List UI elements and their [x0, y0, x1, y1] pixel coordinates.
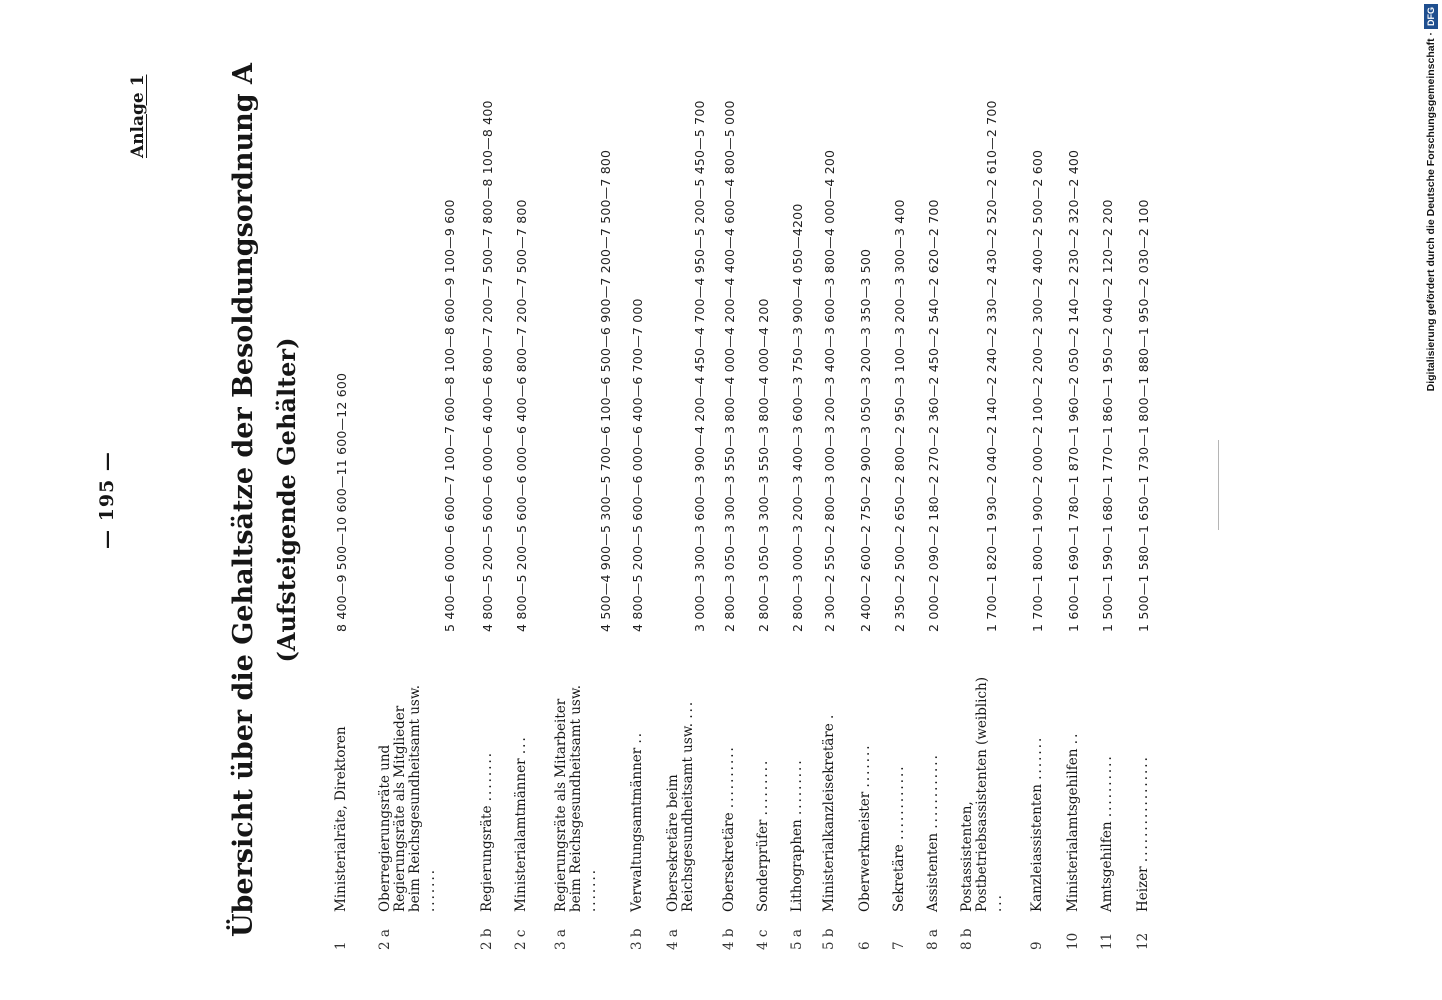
row-values: 2 000—2 090—2 180—2 270—2 360—2 450—2 540—2 620—2 700 — [926, 199, 941, 632]
row-values: 1 500—1 590—1 680—1 770—1 860—1 950—2 040—2 120—2 200 — [1100, 199, 1115, 632]
row-label: Ministerialamtmänner ... — [513, 735, 529, 912]
row-number: 4 a — [665, 929, 681, 950]
row-label: Regierungsräte als Mitarbeiter beim Reichsgesundheitsamt usw. ....... — [553, 684, 599, 912]
row-label: Oberwerkmeister ....... — [857, 743, 873, 912]
page-number: — 195 — — [96, 451, 118, 549]
row-label: Ministerialräte, Direktoren — [333, 726, 349, 912]
row-values: 1 700—1 820—1 930—2 040—2 140—2 240—2 330—2 430—2 520—2 610—2 700 — [984, 100, 999, 632]
row-values: 5 400—6 000—6 600—7 100—7 600—8 100—8 600—9 100—9 600 — [442, 199, 457, 632]
row-number: 8 a — [925, 929, 941, 950]
row-label: Obersekretäre beim Reichsgesundheitsamt usw. ... — [665, 699, 696, 912]
row-label: Regierungsräte ........ — [479, 750, 495, 912]
row-number: 3 a — [553, 929, 569, 950]
row-values: 2 300—2 550—2 800—3 000—3 200—3 400—3 600—3 800—4 000—4 200 — [822, 149, 837, 632]
row-values: 4 800—5 200—5 600—6 000—6 400—6 800—7 200—7 500—7 800—8 100—8 400 — [480, 100, 495, 632]
row-number: 10 — [1065, 932, 1081, 950]
row-number: 1 — [333, 941, 349, 950]
row-number: 12 — [1135, 932, 1151, 950]
row-number: 4 b — [721, 928, 737, 950]
row-values: 4 500—4 900—5 300—5 700—6 100—6 500—6 900—7 200—7 500—7 800 — [598, 149, 613, 632]
row-values: 2 800—3 050—3 300—3 550—3 800—4 000—4 200—4 400—4 600—4 800—5 000 — [722, 100, 737, 632]
document-subtitle: (Aufsteigende Gehälter) — [272, 337, 301, 663]
row-values: 1 500—1 580—1 650—1 730—1 800—1 880—1 950—2 030—2 100 — [1136, 199, 1151, 632]
watermark-text: Digitalisierung gefördert durch die Deutsche Forschungsgemeinschaft · — [1425, 32, 1437, 392]
row-label: Lithographen ......... — [789, 758, 805, 912]
row-values: 8 400—9 500—10 600—11 600—12 600 — [334, 372, 349, 632]
row-values: 2 350—2 500—2 650—2 800—2 950—3 100—3 200—3 300—3 400 — [892, 199, 907, 632]
row-values: 4 800—5 200—5 600—6 000—6 400—6 800—7 200—7 500—7 800 — [514, 199, 529, 632]
row-values: 2 800—3 050—3 300—3 550—3 800—4 000—4 200 — [756, 298, 771, 632]
row-values: 3 000—3 300—3 600—3 900—4 200—4 450—4 700—4 950—5 200—5 450—5 700 — [692, 100, 707, 632]
row-number: 8 b — [959, 928, 975, 950]
row-number: 11 — [1099, 932, 1115, 950]
digitization-watermark — [1420, 4, 1442, 994]
row-label: Oberregierungsräte und Regierungsräte als Mitglieder beim Reichsgesundheitsamt usw. ....... — [377, 684, 438, 912]
row-number: 4 c — [755, 929, 771, 950]
column-divider — [1218, 440, 1219, 530]
row-number: 6 — [857, 941, 873, 950]
row-label: Obersekretäre .......... — [721, 745, 737, 912]
row-number: 3 b — [629, 928, 645, 950]
document-title: Übersicht über die Gehaltsätze der Besoldungsordnung A — [228, 62, 259, 938]
row-number: 2 b — [479, 928, 495, 950]
row-number: 7 — [891, 941, 907, 950]
row-label: Verwaltungsamtmänner .. — [629, 730, 645, 912]
row-number: 5 b — [821, 928, 837, 950]
row-number: 2 c — [513, 929, 529, 950]
row-number: 9 — [1029, 941, 1045, 950]
row-label: Sekretäre ............ — [891, 764, 907, 912]
row-label: Kanzleiassistenten ....... — [1029, 735, 1045, 912]
row-values: 1 600—1 690—1 780—1 870—1 960—2 050—2 140—2 230—2 320—2 400 — [1066, 149, 1081, 632]
row-label: Assistenten ............ — [925, 753, 941, 912]
row-label: Sonderprüfer ......... — [755, 758, 771, 912]
dfg-logo: DFG — [1424, 4, 1438, 29]
row-label: Heizer ................. — [1135, 755, 1151, 912]
row-label: Postassistenten, Postbetriebsassistenten (weiblich) ... — [959, 677, 1005, 912]
row-number: 5 a — [789, 929, 805, 950]
row-values: 2 800—3 000—3 200—3 400—3 600—3 750—3 900—4 050—4200 — [790, 203, 805, 632]
row-values: 2 400—2 600—2 750—2 900—3 050—3 200—3 350—3 500 — [858, 248, 873, 632]
annex-label: Anlage 1 — [128, 74, 148, 158]
watermark-text-strip — [1420, 4, 1442, 994]
row-values: 4 800—5 200—5 600—6 000—6 400—6 700—7 000 — [630, 298, 645, 632]
row-values: 1 700—1 800—1 900—2 000—2 100—2 200—2 300—2 400—2 500—2 600 — [1030, 149, 1045, 632]
row-number: 2 a — [377, 929, 393, 950]
row-label: Ministerialamtsgehilfen .. — [1065, 731, 1081, 912]
row-label: Ministerialkanzleisekretäre . — [821, 712, 837, 912]
row-label: Amtsgehilfen .......... — [1099, 754, 1115, 912]
